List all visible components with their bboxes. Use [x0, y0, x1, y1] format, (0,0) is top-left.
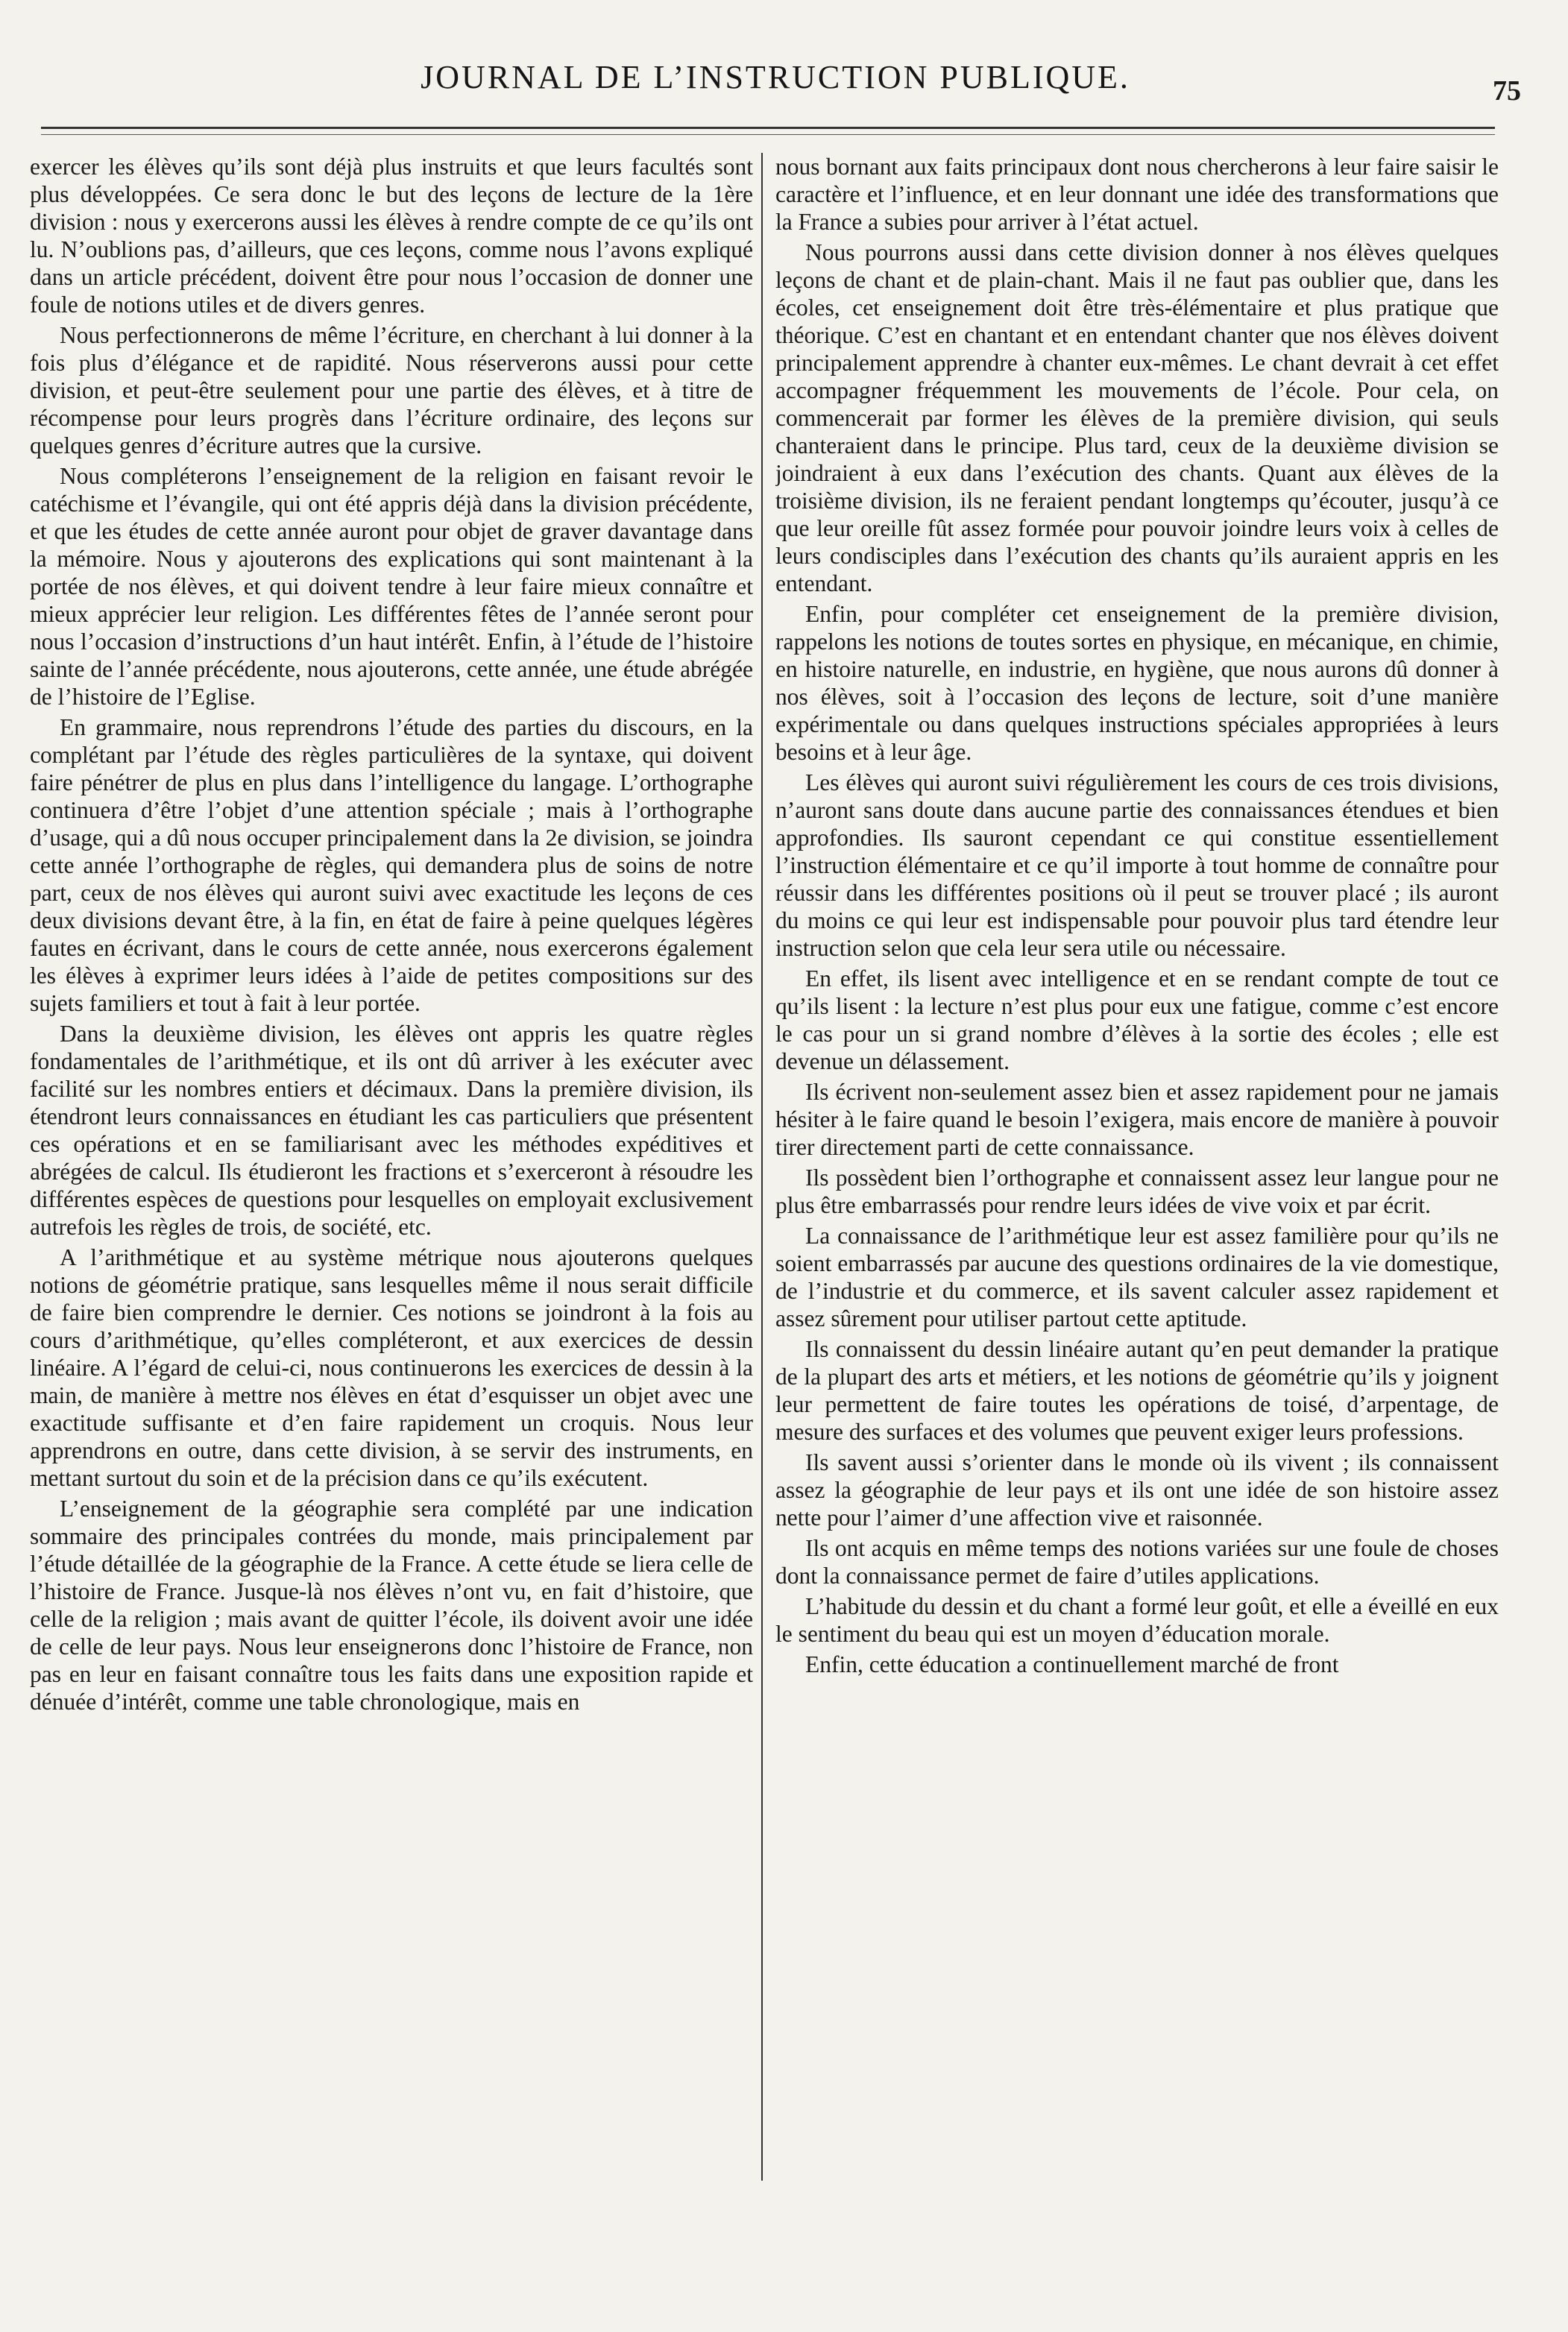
- paragraph: Ils connaissent du dessin linéaire autant qu’en peut demander la pratique de la plupart des arts et métiers, et les notions de géométrie qu’ils y joignent leur permettent de faire toutes les opérations de toisé, d’arpentage, de mesure des surfaces et des volumes que peuvent exiger leurs professions.: [775, 1336, 1499, 1445]
- page-header: [30, 52, 1521, 112]
- paragraph: La connaissance de l’arithmétique leur est assez familière pour qu’ils ne soient embarrassés par aucune des questions ordinaires de la vie domestique, de l’industrie et du commerce, et ils savent calculer assez rapidement et assez sûrement pour utiliser partout cette aptitude.: [775, 1223, 1499, 1332]
- paragraph: nous bornant aux faits principaux dont nous chercherons à leur faire saisir le caractère et l’influence, et en leur donnant une idée des transformations que la France a subies pour arriver à l’état actuel.: [775, 154, 1499, 235]
- paragraph: Ils savent aussi s’orienter dans le monde où ils vivent ; ils connaissent assez la géographie de leur pays et ils ont une idée de son histoire assez nette pour l’aimer d’une affection vive et raisonnée.: [775, 1449, 1499, 1531]
- paragraph: L’enseignement de la géographie sera complété par une indication sommaire des principales contrées du monde, mais principalement par l’étude détaillée de la géographie de la France. A cette étude se liera celle de l’histoire de France. Jusque-là nos élèves n’ont vu, en fait d’histoire, que celle de la religion ; mais avant de quitter l’école, ils doivent avoir une idée de celle de leur pays. Nous leur enseignerons donc l’histoire de France, non pas en leur en faisant connaître tous les faits dans une exposition rapide et dénuée d’intérêt, comme une table chronologique, mais en: [30, 1496, 753, 1715]
- column-divider: [761, 153, 763, 2181]
- paragraph: Nous pourrons aussi dans cette division donner à nos élèves quelques leçons de chant et de plain-chant. Mais il ne faut pas oublier que, dans les écoles, cet enseignement doit être très-élémentaire et plus pratique que théorique. C’est en chantant et en entendant chanter que nos élèves doivent principalement apprendre à chanter eux-mêmes. Le chant devrait à cet effet accompagner fréquemment les mouvements de l’école. Pour cela, on commencerait par former les élèves de la première division, qui seuls chanteraient dans le principe. Plus tard, ceux de la deuxième division se joindraient à eux dans l’exécution des chants. Quant aux élèves de la troisième division, ils ne feraient pendant longtemps qu’écouter, jusqu’à ce que leur oreille fût assez formée pour pouvoir joindre leurs voix à celles de leurs condisciples dans l’exécution des chants qu’ils auraient appris en les entendant.: [775, 239, 1499, 596]
- paragraph: En effet, ils lisent avec intelligence et en se rendant compte de tout ce qu’ils lisent : la lecture n’est plus pour eux une fatigue, comme c’est encore le cas pour un si grand nombre d’élèves à la sortie des écoles ; elle est devenue un délassement.: [775, 965, 1499, 1074]
- paragraph: Les élèves qui auront suivi régulièrement les cours de ces trois divisions, n’auront sans doute dans aucune partie des connaissances étendues et bien approfondies. Ils sauront cependant ce qui constitue essentiellement l’instruction élémentaire et ce qu’il importe à tout homme de connaître pour réussir dans les différentes positions où il peut se trouver placé ; ils auront du moins ce qui leur est indispensable pour pouvoir plus tard étendre leur instruction selon que cela leur sera utile ou nécessaire.: [775, 769, 1499, 961]
- header-rule-thick: [41, 127, 1495, 129]
- paragraph: Ils ont acquis en même temps des notions variées sur une foule de choses dont la connaissance permet de faire d’utiles applications.: [775, 1535, 1499, 1589]
- paragraph: Dans la deuxième division, les élèves ont appris les quatre règles fondamentales de l’arithmétique, et ils ont dû arriver à les exécuter avec facilité sur les nombres entiers et décimaux. Dans la première division, ils étendront leurs connaissances en étudiant les cas particuliers que présentent ces opérations et en se familiarisant avec les méthodes expéditives et abrégées de calcul. Ils étudieront les fractions et s’exerceront à résoudre les différentes espèces de questions pour lesquelles on employait exclusivement autrefois les règles de trois, de société, etc.: [30, 1021, 753, 1240]
- paragraph: Enfin, pour compléter cet enseignement de la première division, rappelons les notions de toutes sortes en physique, en mécanique, en chimie, en histoire naturelle, en industrie, en hygiène, que nous aurons dû donner à nos élèves, soit à l’occasion des leçons de lecture, soit d’une manière expérimentale ou dans quelques instructions spéciales appropriées à leurs besoins et à leur âge.: [775, 601, 1499, 765]
- paragraph: Nous compléterons l’enseignement de la religion en faisant revoir le catéchisme et l’évangile, qui ont été appris déjà dans la division précédente, et que les études de cette année auront pour objet de graver davantage dans la mémoire. Nous y ajouterons des explications qui sont maintenant à la portée de nos élèves, et qui doivent tendre à leur faire mieux connaître et mieux apprécier leur religion. Les différentes fêtes de l’année seront pour nous l’occasion d’instructions d’un haut intérêt. Enfin, à l’étude de l’histoire sainte de l’année précédente, nous ajouterons, cette année, une étude abrégée de l’histoire de l’Eglise.: [30, 463, 753, 710]
- paragraph: Ils possèdent bien l’orthographe et connaissent assez leur langue pour ne plus être embarrassés pour rendre leurs idées de vive voix et par écrit.: [775, 1165, 1499, 1218]
- paragraph: Enfin, cette éducation a continuellement marché de front: [805, 1651, 1339, 1677]
- running-title: JOURNAL DE L’INSTRUCTION PUBLIQUE.: [421, 59, 1130, 95]
- paragraph: Ils écrivent non-seulement assez bien et assez rapidement pour ne jamais hésiter à le faire quand le besoin l’exigera, mais encore de manière à pouvoir tirer directement parti de cette connaissance.: [775, 1079, 1499, 1160]
- header-rule-thin: [41, 134, 1495, 135]
- right-column: [775, 153, 1499, 2300]
- left-column: [30, 153, 753, 2300]
- paragraph: En grammaire, nous reprendrons l’étude des parties du discours, en la complétant par l’étude des règles particulières de la syntaxe, qui doivent faire pénétrer de plus en plus dans l’intelligence du langage. L’orthographe continuera d’être l’objet d’une attention spéciale ; mais à l’orthographe d’usage, qui a dû nous occuper principalement dans la 2e division, se joindra cette année l’orthographe de règles, qui demandera plus de soins de notre part, ceux de nos élèves qui auront suivi avec exactitude les leçons de ces deux divisions devant être, à la fin, en état de faire à peine quelques légères fautes en écrivant, dans le cours de cette année, nous exercerons également les élèves à exprimer leurs idées à l’aide de petites compositions sur des sujets familiers et tout à fait à leur portée.: [30, 714, 753, 1016]
- paragraph: A l’arithmétique et au système métrique nous ajouterons quelques notions de géométrie pratique, sans lesquelles même il nous serait difficile de faire bien comprendre le dernier. Ces notions se joindront à la fois au cours d’arithmétique, qu’elles compléteront, et aux exercices de dessin linéaire. A l’égard de celui-ci, nous continuerons les exercices de dessin à la main, de manière à mettre nos élèves en état d’esquisser un objet avec une exactitude suffisante et d’en faire rapidement un croquis. Nous leur apprendrons en outre, dans cette division, à se servir des instruments, en mettant surtout du soin et de la précision dans ce qu’ils exécutent.: [30, 1244, 753, 1491]
- paragraph: exercer les élèves qu’ils sont déjà plus instruits et que leurs facultés sont plus développées. Ce sera donc le but des leçons de lecture de la 1ère division : nous y exercerons aussi les élèves à rendre compte de ce qu’ils ont lu. N’oublions pas, d’ailleurs, que ces leçons, comme nous l’avons expliqué dans un article précédent, doivent être pour nous l’occasion de donner une foule de notions utiles et de divers genres.: [30, 154, 753, 318]
- paragraph: Nous perfectionnerons de même l’écriture, en cherchant à lui donner à la fois plus d’élégance et de rapidité. Nous réserverons aussi pour cette division, et peut-être seulement pour une partie des élèves, et à titre de récompense pour leurs progrès dans l’écriture ordinaire, des leçons sur quelques genres d’écriture autres que la cursive.: [30, 322, 753, 458]
- page-number: 75: [1493, 75, 1521, 107]
- paragraph: L’habitude du dessin et du chant a formé leur goût, et elle a éveillé en eux le sentiment du beau qui est un moyen d’éducation morale.: [775, 1593, 1499, 1647]
